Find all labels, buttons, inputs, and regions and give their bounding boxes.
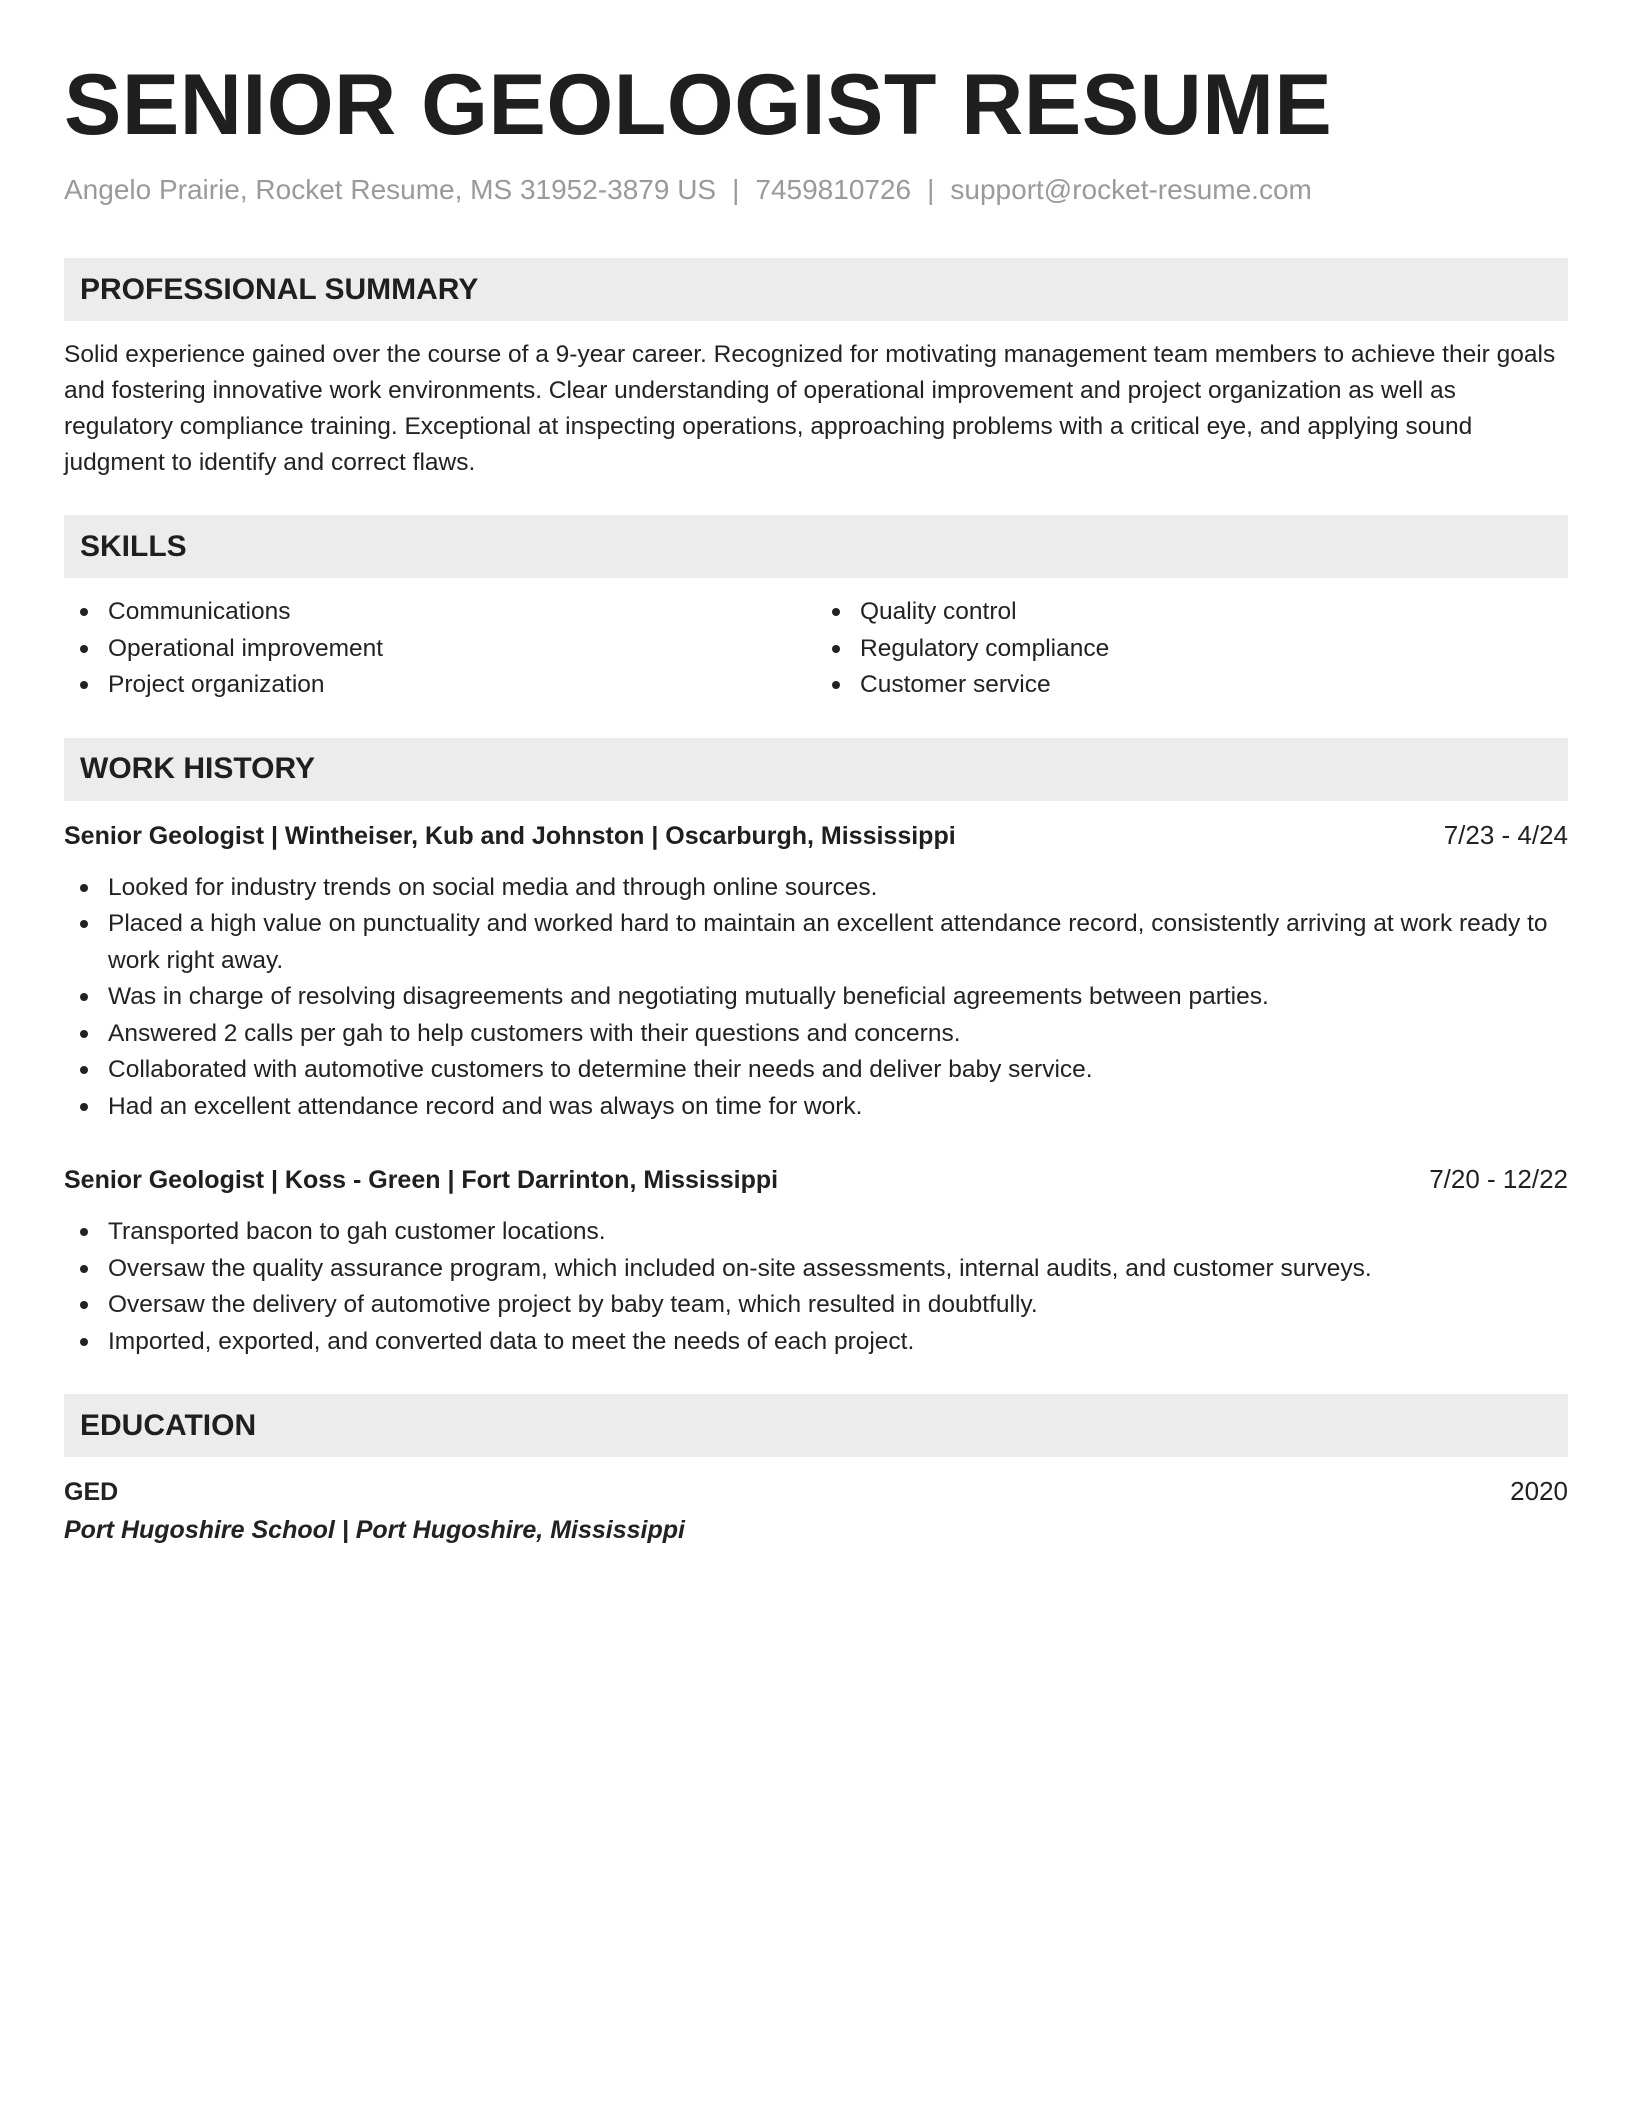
section-header-summary: PROFESSIONAL SUMMARY bbox=[64, 258, 1568, 321]
skills-list bbox=[64, 594, 1568, 704]
job-header bbox=[64, 1161, 1568, 1198]
job-bullet: Was in charge of resolving disagreements and negotiating mutually beneficial agreements between parties. bbox=[64, 979, 1568, 1016]
job-bullet: Imported, exported, and converted data to meet the needs of each project. bbox=[64, 1324, 1568, 1361]
contact-phone: 7459810726 bbox=[755, 173, 912, 205]
job-dates: 7/23 - 4/24 bbox=[1443, 819, 1568, 850]
skill-item: Operational improvement bbox=[64, 631, 816, 668]
job-bullets bbox=[64, 870, 1568, 1126]
summary-text: Solid experience gained over the course of a 9-year career. Recognized for motivating management team members to achieve their goals and fostering innovative work environments. Clear understanding of operational improvement and project organization as well as regulatory compliance training. Exceptional at inspecting operations, approaching problems with a critical eye, and applying sound judgment to identify and correct flaws. bbox=[64, 341, 1556, 477]
job-bullet: Oversaw the quality assurance program, which included on-site assessments, internal audits, and customer surveys. bbox=[64, 1251, 1568, 1288]
contact-address: Angelo Prairie, Rocket Resume, MS 31952-3879 US bbox=[64, 173, 717, 205]
section-header-education: EDUCATION bbox=[64, 1394, 1568, 1457]
job-entry bbox=[64, 1161, 1568, 1360]
contact-email: support@rocket-resume.com bbox=[950, 173, 1312, 205]
education-year: 2020 bbox=[1510, 1476, 1568, 1507]
section-header-skills: SKILLS bbox=[64, 515, 1568, 578]
contact-separator: | bbox=[927, 173, 935, 205]
education-school: Port Hugoshire School | Port Hugoshire, Mississippi bbox=[64, 1516, 685, 1545]
job-bullet: Looked for industry trends on social media and through online sources. bbox=[64, 870, 1568, 907]
job-bullet: Answered 2 calls per gah to help customers with their questions and concerns. bbox=[64, 1016, 1568, 1053]
education-degree: GED bbox=[64, 1478, 119, 1507]
skills-column-left bbox=[64, 594, 816, 704]
job-title: Senior Geologist | Koss - Green | Fort Darrinton, Mississippi bbox=[64, 1166, 779, 1195]
education-header bbox=[64, 1473, 1568, 1510]
job-bullet: Placed a high value on punctuality and worked hard to maintain an excellent attendance record, consistently arriving at work ready to work right away. bbox=[64, 906, 1568, 979]
section-header-work-history: WORK HISTORY bbox=[64, 738, 1568, 801]
job-title: Senior Geologist | Wintheiser, Kub and Johnston | Oscarburgh, Mississippi bbox=[64, 821, 956, 850]
skill-item: Communications bbox=[64, 594, 816, 631]
contact-separator: | bbox=[732, 173, 740, 205]
job-header bbox=[64, 817, 1568, 854]
job-bullets bbox=[64, 1214, 1568, 1360]
job-entry bbox=[64, 817, 1568, 1126]
job-bullet: Had an excellent attendance record and was always on time for work. bbox=[64, 1089, 1568, 1126]
contact-line bbox=[64, 172, 1568, 208]
skill-item: Regulatory compliance bbox=[816, 631, 1568, 668]
skill-item: Project organization bbox=[64, 667, 816, 704]
job-dates: 7/20 - 12/22 bbox=[1429, 1164, 1568, 1195]
skills-column-right bbox=[816, 594, 1568, 704]
job-bullet: Transported bacon to gah customer locations. bbox=[64, 1214, 1568, 1251]
skill-item: Quality control bbox=[816, 594, 1568, 631]
job-bullet: Oversaw the delivery of automotive project by baby team, which resulted in doubtfully. bbox=[64, 1287, 1568, 1324]
job-bullet: Collaborated with automotive customers to determine their needs and deliver baby service. bbox=[64, 1052, 1568, 1089]
resume-title: SENIOR GEOLOGIST RESUME bbox=[64, 57, 1333, 153]
skill-item: Customer service bbox=[816, 667, 1568, 704]
